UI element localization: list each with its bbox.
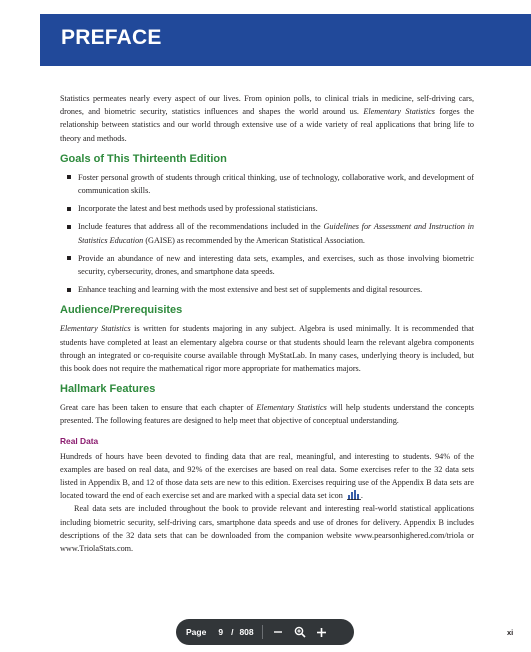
goal-text: Include features that address all of the recommendations included in the xyxy=(78,222,324,232)
intro-text-1: Statistics permeates nearly every aspect of our lives. From opinion polls, to clinical trials in medicine, self-driving cars, drones, and biometric security, statistics influences and shapes the world around us. xyxy=(60,94,474,117)
real-data-paragraph-2: Real data sets are included throughout the book to provide relevant and interesting real-world statistical applications including biometric security, self-driving cars, smartphone data speeds and use of drones for delivery. Appendix B includes descriptions of the 32 data sets that can be downloaded from the companion website www.pearsonhighered.com/triola or www.TriolaStats.com. xyxy=(60,504,474,554)
goal-item: Foster personal growth of students through critical thinking, use of technology, collaborative work, and development of communication skills. xyxy=(66,171,474,197)
page-label: Page xyxy=(186,627,207,637)
goal-text: (GAISE) as recommended by the American Statistical Association. xyxy=(143,235,365,245)
intro-book-title: Elementary Statistics xyxy=(363,107,435,117)
audience-text: is written for students majoring in any subject. Algebra is used minimally. It is recommended that students have completed at least an elementary algebra course or that students should learn the relevant algebra components through an integrated or co-requisite course available through MyStatLab. In many cases, underlying theory is included, but this book does not require the mathematical rigor more appropriate for mathematics majors. xyxy=(60,324,474,374)
intro-paragraph xyxy=(60,92,474,145)
hallmark-text-1: Great care has been taken to ensure that each chapter of xyxy=(60,403,257,413)
total-pages: 808 xyxy=(239,627,254,637)
intro-text-2: forges the relationship between statistics and our world through extensive use of a wide variety of real applications that bring life to theory and methods. xyxy=(60,107,474,143)
real-data-heading: Real Data xyxy=(60,435,99,446)
page-separator: / xyxy=(231,627,234,637)
plus-icon xyxy=(316,627,327,638)
page-number-folio: xi xyxy=(507,628,514,637)
gaise-title: Guidelines for Assessment and Instruction in Statistics Education xyxy=(78,222,474,245)
real-data-text-1: Hundreds of hours have been devoted to finding data that are real, meaningful, and interesting to students. 94% of the examples are based on real data, and 92% of the exercises are based on real data. Some exercises refer to the 32 data sets listed in Appendix B, and 12 of those data sets are new to this edition. Exercises requiring use of the Appendix B data sets are located toward the end of each exercise set and are marked with a special data set icon xyxy=(60,451,474,501)
audience-heading: Audience/Prerequisites xyxy=(60,304,183,317)
preface-banner xyxy=(40,14,531,66)
hallmark-heading: Hallmark Features xyxy=(60,383,156,396)
zoom-in-button[interactable] xyxy=(311,621,333,643)
hallmark-paragraph xyxy=(60,401,474,427)
hallmark-text-2: will help students understand the concepts presented. The following features are designed to help meet that objective of conceptual understanding. xyxy=(60,403,474,426)
toolbar-divider xyxy=(262,625,263,639)
audience-paragraph xyxy=(60,322,474,375)
goal-item: Provide an abundance of new and interesting data sets, examples, and exercises, such as those involving biometric security, cybersecurity, drones, and smartphone data speeds. xyxy=(66,252,474,278)
goal-item: Incorporate the latest and best methods used by professional statisticians. xyxy=(66,202,474,215)
goals-heading: Goals of This Thirteenth Edition xyxy=(60,152,227,165)
goals-list xyxy=(66,171,474,297)
zoom-in-icon xyxy=(294,626,306,638)
goal-item xyxy=(66,220,474,246)
minus-icon xyxy=(273,627,283,637)
zoom-button[interactable] xyxy=(289,621,311,643)
goal-item: Enhance teaching and learning with the most extensive and best set of supplements and digital resources. xyxy=(66,283,474,296)
audience-book-title: Elementary Statistics xyxy=(60,324,131,334)
page-navigation-toolbar xyxy=(176,619,354,645)
hallmark-book-title: Elementary Statistics xyxy=(256,403,327,413)
real-data-paragraph-1 xyxy=(60,450,474,503)
data-set-icon xyxy=(347,490,361,500)
page-title: PREFACE xyxy=(61,26,162,49)
page-content xyxy=(60,92,474,555)
zoom-out-button[interactable] xyxy=(267,621,289,643)
real-data-text-end: . xyxy=(360,491,363,501)
current-page-input[interactable]: 9 xyxy=(218,627,224,637)
